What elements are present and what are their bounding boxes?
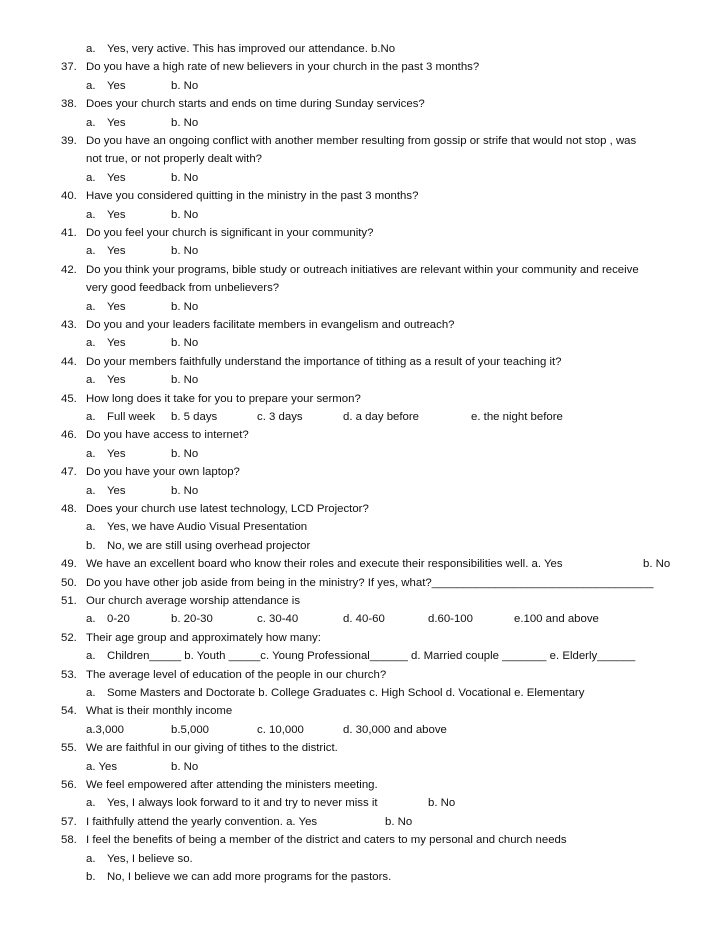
answer-option: Yes, I believe so. [107, 852, 193, 865]
question-line [0, 464, 728, 481]
question-number: 43. [61, 319, 77, 331]
question-text: I feel the benefits of being a member of the district and caters to my personal and church needs [86, 834, 567, 847]
option-letter: a. [86, 613, 96, 626]
option-letter: a. [86, 411, 96, 423]
option-line [0, 611, 728, 628]
answer-option: c. 30-40 [257, 613, 299, 626]
option-line [0, 538, 728, 555]
question-number: 57. [61, 815, 77, 828]
answer-option: e. the night before [471, 411, 563, 423]
question-line [0, 814, 728, 831]
answer-option: Yes [107, 300, 126, 313]
answer-option: b. No [171, 760, 199, 773]
question-text: very good feedback from unbelievers? [86, 282, 280, 295]
question-line [0, 317, 728, 334]
option-letter: a. [86, 447, 96, 460]
option-line [0, 519, 728, 536]
question-text: Do you have other job aside from being in the ministry? If yes, what?___________________________________ [86, 576, 654, 589]
question-text: Do you have your own laptop? [86, 466, 240, 479]
answer-option: Yes [107, 79, 126, 92]
answer-option: Yes [107, 208, 126, 221]
question-text: I faithfully attend the yearly convention. a. Yes [86, 815, 318, 828]
answer-option: No, I believe we can add more programs for the pastors. [107, 871, 392, 883]
question-line [0, 703, 728, 720]
option-line [0, 115, 728, 132]
answer-option: Yes, very active. This has improved our attendance. b.No [107, 43, 396, 55]
option-letter: a. [86, 650, 96, 663]
option-letter: a. [86, 484, 96, 497]
option-line [0, 243, 728, 260]
answer-option: e.100 and above [514, 613, 599, 626]
option-letter: a. [86, 521, 96, 534]
question-text: Do your members faithfully understand the importance of tithing as a result of your teaching it? [86, 355, 562, 368]
question-number: 48. [61, 503, 77, 515]
answer-option: b. No [171, 79, 199, 92]
question-text: Do you think your programs, bible study or outreach initiatives are relevant within your community and receive [86, 263, 639, 276]
answer-option: Yes, I always look forward to it and try to never miss it [107, 797, 378, 810]
question-text: Do you have an ongoing conflict with another member resulting from gossip or strife that would not stop , was [86, 135, 637, 147]
option-letter: a. [86, 245, 96, 258]
answer-option: Some Masters and Doctorate b. College Graduates c. High School d. Vocational e. Elementary [107, 687, 585, 699]
answer-option: Yes [107, 484, 126, 497]
question-line [0, 133, 728, 150]
answer-option: Children_____ b. Youth _____c. Young Professional______ d. Married couple _______ e. Elderly______ [107, 650, 636, 663]
option-letter: a. [86, 43, 96, 55]
answer-option: b. No [171, 171, 199, 184]
option-line [0, 446, 728, 463]
option-line [0, 795, 728, 812]
question-line [0, 354, 728, 371]
question-number: 47. [61, 466, 77, 479]
question-text: Does your church starts and ends on time during Sunday services? [86, 98, 425, 111]
answer-option: b. No [171, 374, 199, 387]
option-letter: a. [86, 337, 96, 350]
question-number: 51. [61, 595, 77, 607]
question-text: Do you feel your church is significant in your community? [86, 227, 374, 239]
answer-option: a. Yes [86, 760, 118, 773]
question-line [0, 832, 728, 849]
question-number: 46. [61, 429, 77, 442]
answer-option: d.60-100 [428, 613, 473, 626]
question-number: 41. [61, 227, 77, 239]
question-line [0, 556, 728, 573]
question-line [0, 575, 728, 592]
answer-option: b. No [171, 245, 199, 258]
answer-option: b.5,000 [171, 723, 210, 736]
answer-option: b. No [171, 116, 199, 129]
answer-option: Yes [107, 337, 126, 350]
question-number: 58. [61, 834, 77, 847]
answer-option: No, we are still using overhead projector [107, 539, 311, 552]
option-line [0, 78, 728, 95]
option-line [0, 483, 728, 500]
answer-option: b. 20-30 [171, 613, 213, 626]
question-line [0, 96, 728, 113]
question-text: We have an excellent board who know their roles and execute their responsibilities well. a. Yes [86, 558, 563, 571]
question-text: Do you have a high rate of new believers in your church in the past 3 months? [86, 61, 480, 74]
question-text: How long does it take for you to prepare your sermon? [86, 392, 361, 405]
question-number: 44. [61, 355, 77, 368]
question-continuation [0, 280, 728, 297]
option-line [0, 759, 728, 776]
answer-option: b. No [171, 208, 199, 221]
answer-option: Yes [107, 245, 126, 258]
question-continuation [0, 151, 728, 168]
option-line [0, 170, 728, 187]
question-text: Have you considered quitting in the ministry in the past 3 months? [86, 190, 419, 203]
option-line [0, 685, 728, 702]
question-number: 55. [61, 742, 77, 755]
option-letter: a. [86, 116, 96, 129]
answer-option: d. a day before [343, 411, 419, 423]
answer-option: Yes [107, 171, 126, 184]
question-number: 39. [61, 135, 77, 147]
question-line [0, 630, 728, 647]
question-text: We are faithful in our giving of tithes to the district. [86, 742, 338, 755]
answer-option: c. 10,000 [257, 723, 304, 736]
option-letter: a. [86, 374, 96, 387]
question-number: 50. [61, 576, 77, 589]
question-text: not true, or not properly dealt with? [86, 153, 263, 166]
option-letter: a. [86, 797, 96, 810]
option-letter: a. [86, 300, 96, 313]
answer-option: 0-20 [107, 613, 130, 626]
question-number: 56. [61, 779, 77, 791]
answer-option: b. No [171, 447, 199, 460]
answer-option: d. 40-60 [343, 613, 385, 626]
option-line [0, 299, 728, 316]
question-text: Do you and your leaders facilitate members in evangelism and outreach? [86, 319, 455, 331]
answer-option: b. No [171, 337, 199, 350]
option-letter: a. [86, 208, 96, 221]
question-line [0, 225, 728, 242]
question-number: 49. [61, 558, 77, 571]
option-letter: a. [86, 79, 96, 92]
option-line [0, 722, 728, 739]
question-number: 42. [61, 263, 77, 276]
option-line [0, 41, 728, 58]
question-text: Our church average worship attendance is [86, 595, 301, 607]
answer-option: b. 5 days [171, 411, 218, 423]
option-line [0, 869, 728, 886]
answer-option: Yes [107, 447, 126, 460]
question-line [0, 188, 728, 205]
question-number: 40. [61, 190, 77, 203]
question-number: 37. [61, 61, 77, 74]
answer-option: a.3,000 [86, 723, 125, 736]
answer-option: b. No [171, 300, 199, 313]
question-line [0, 501, 728, 518]
question-number: 38. [61, 98, 77, 111]
answer-option: b. No [385, 815, 413, 828]
option-line [0, 409, 728, 426]
option-line [0, 335, 728, 352]
question-text: We feel empowered after attending the ministers meeting. [86, 779, 378, 791]
question-text: Does your church use latest technology, LCD Projector? [86, 503, 369, 515]
option-letter: b. [86, 539, 96, 552]
question-text: What is their monthly income [86, 705, 233, 718]
question-line [0, 59, 728, 76]
option-line [0, 207, 728, 224]
answer-option: d. 30,000 and above [343, 723, 447, 736]
option-letter: a. [86, 687, 96, 699]
answer-option: c. 3 days [257, 411, 303, 423]
question-line [0, 262, 728, 279]
option-line [0, 648, 728, 665]
option-line [0, 372, 728, 389]
question-line [0, 391, 728, 408]
answer-option: b. No [643, 558, 671, 571]
answer-option: b. No [428, 797, 456, 810]
question-number: 53. [61, 668, 77, 681]
question-text: The average level of education of the people in our church? [86, 668, 387, 681]
question-line [0, 740, 728, 757]
question-text: Do you have access to internet? [86, 429, 249, 442]
question-number: 54. [61, 705, 77, 718]
question-text: Their age group and approximately how many: [86, 631, 321, 644]
answer-option: Yes [107, 116, 126, 129]
question-line [0, 777, 728, 794]
option-letter: a. [86, 852, 96, 865]
answer-option: Yes [107, 374, 126, 387]
question-number: 45. [61, 392, 77, 405]
question-number: 52. [61, 631, 77, 644]
question-line [0, 427, 728, 444]
answer-option: Yes, we have Audio Visual Presentation [107, 521, 308, 534]
question-line [0, 593, 728, 610]
answer-option: Full week [107, 411, 156, 423]
option-letter: a. [86, 171, 96, 184]
answer-option: b. No [171, 484, 199, 497]
question-line [0, 667, 728, 684]
option-letter: b. [86, 871, 96, 883]
option-line [0, 851, 728, 868]
